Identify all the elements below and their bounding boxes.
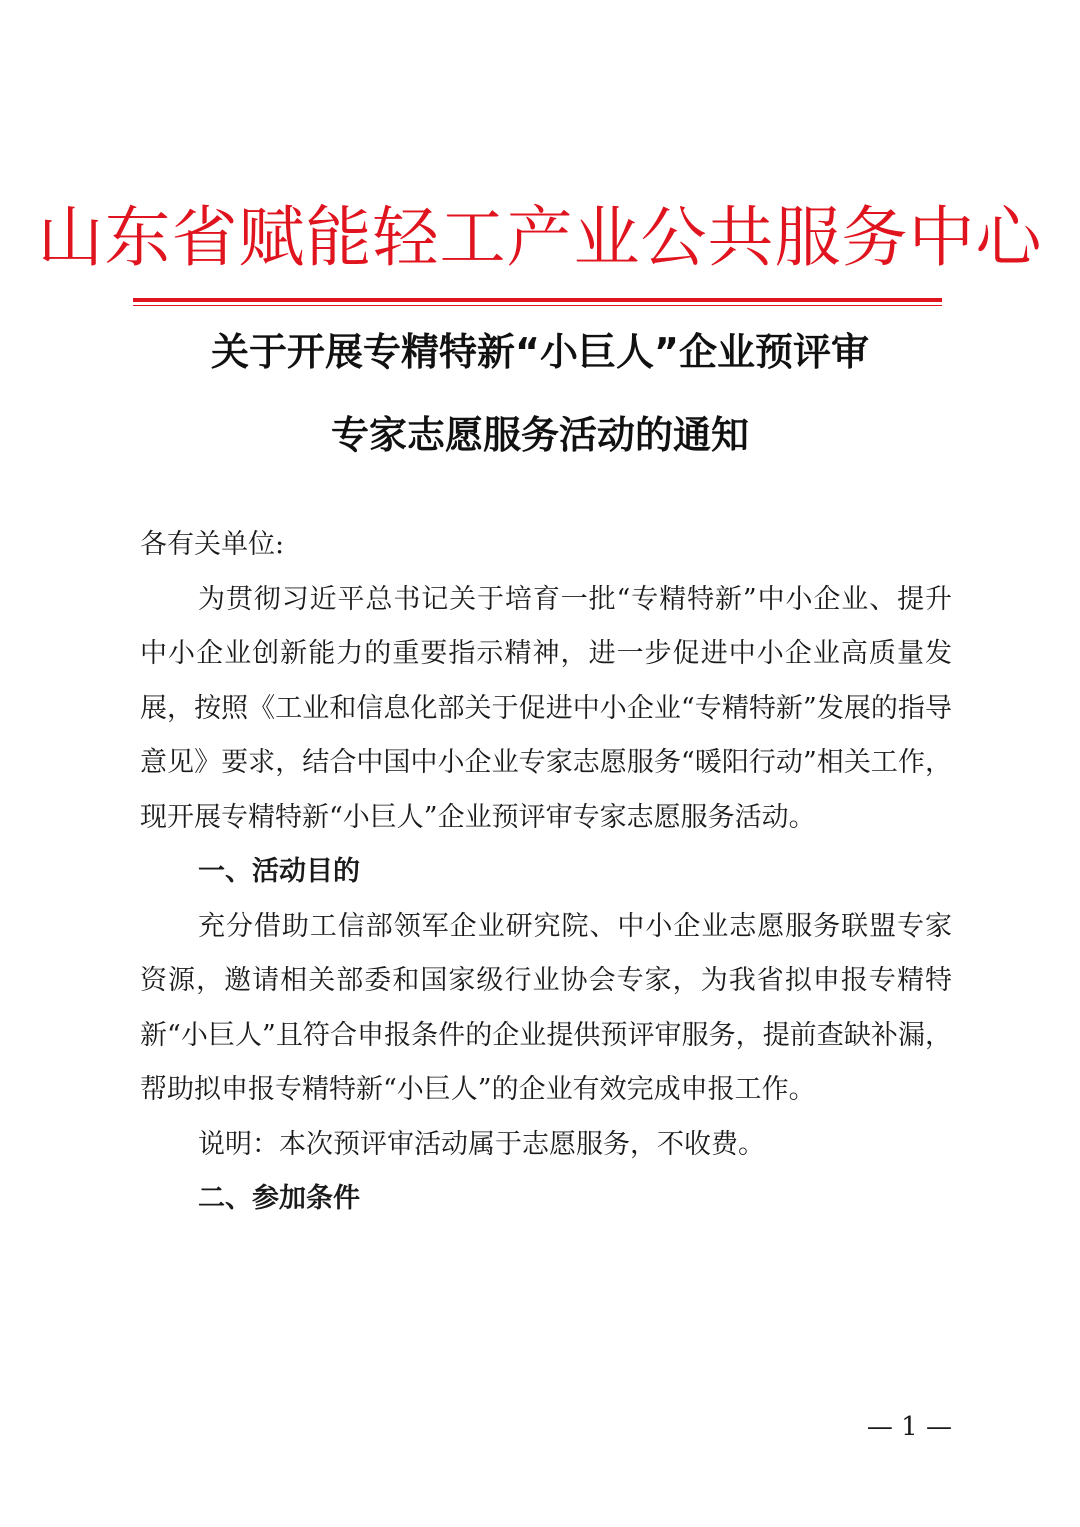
fee-note: 说明：本次预评审活动属于志愿服务，不收费。 bbox=[198, 1128, 765, 1160]
page-number: — 1 — bbox=[866, 1412, 952, 1442]
document-body bbox=[140, 518, 952, 1227]
document-title-line-1: 关于开展专精特新“小巨人”企业预评审 bbox=[211, 330, 869, 374]
intro-paragraph: 为贯彻习近平总书记关于培育一批“专精特新”中小企业、提升中小企业创新能力的重要指示精神，进一步促进中小企业高质量发展，按照《工业和信息化部关于促进中小企业“专精特新”发展的指导意见》要求，结合中国中小企业专家志愿服务“暖阳行动”相关工作，现开展专精特新“小巨人”企业预评审专家志愿服务活动。 bbox=[140, 583, 952, 833]
red-separator-thick bbox=[133, 298, 942, 302]
issuing-organization-header: 山东省赋能轻工产业公共服务中心 bbox=[37, 199, 1043, 276]
section-2-heading: 二、参加条件 bbox=[198, 1183, 360, 1214]
red-separator-thin bbox=[133, 305, 942, 306]
section-1-heading: 一、活动目的 bbox=[198, 856, 360, 887]
section-1-paragraph: 充分借助工信部领军企业研究院、中小企业志愿服务联盟专家资源，邀请相关部委和国家级行业协会专家，为我省拟申报专精特新“小巨人”且符合申报条件的企业提供预评审服务，提前查缺补漏，帮助拟申报专精特新“小巨人”的企业有效完成申报工作。 bbox=[140, 910, 952, 1105]
salutation: 各有关单位: bbox=[140, 529, 285, 560]
document-title-line-2: 专家志愿服务活动的通知 bbox=[330, 413, 749, 457]
